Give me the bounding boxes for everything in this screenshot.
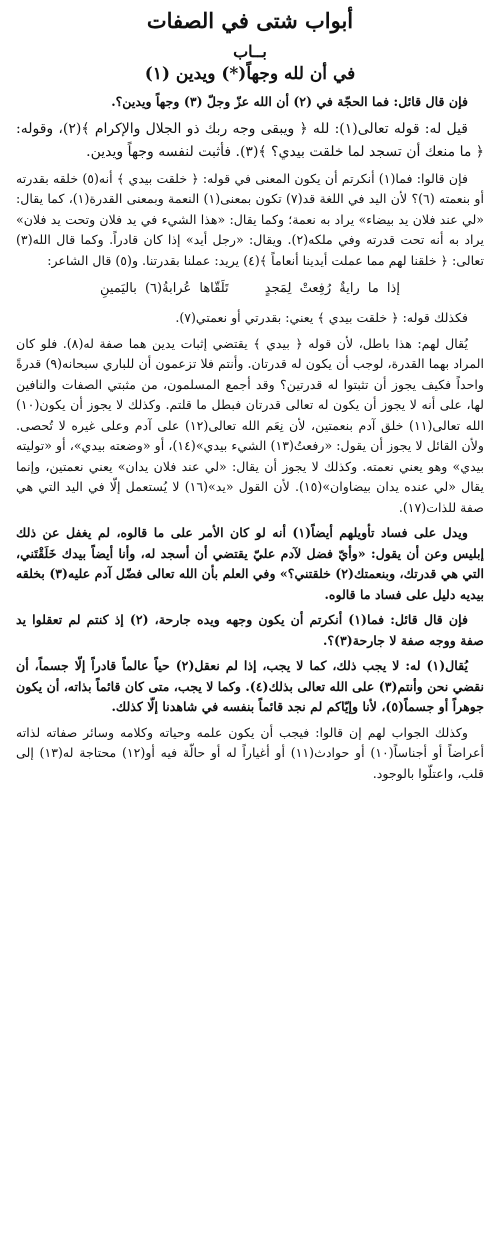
paragraph-conclusion: فكذلك قوله: ﴿ خلقت بيدي ﴾ يعني: بقدرتي أو نعمتي(٧). [175,310,468,325]
section-heading: بــاب [233,42,267,61]
page-title: أبواب شتى في الصفات [146,8,354,33]
paragraph-answer: قيل له: قوله تعالى(١): لله ﴿ ويبقى وجه ربك ذو الجلال والإكرام ﴾(٢)، وقوله: ﴿ ما منعك أن تسجد لما خلقت بيدي؟ ﴾(٣). فأثبت لنفسه وجهاً ويدين. [16,120,484,160]
paragraph-final: وكذلك الجواب لهم إن قالوا: فيجب أن يكون علمه وحياته وكلامه وسائر صفاته لذاته أعراضاً أو أجناساً(١٠) أو حوادث(١١) أو أغياراً له أو حالّة فيه أو(١٢) محتاجة له(١٣) إلى قلب، واعتلّوا بالوجود. [16,724,485,781]
paragraph-refutation: يُقال لهم: هذا باطل، لأن قوله ﴿ بيدي ﴾ يقتضي إثبات يدين هما صفة له(٨). فلو كان المراد بهما القدرة، لوجب أن يكون له قدرتان. وأنتم فلا تزعمون أن للباري سبحانه(٩) قدرةً واحداً فكيف يجوز أن تثبتوا له قدرتين؟ وقد أجمع المسلمون، من مثبتي الصفات والنافين لها، على أنه لا يجوز أن يكون له تعالى قدرتان فبطل ما قلتم. وكذلك لا يجوز أن يكون(١٠) الله تعالى(١١) خلق آدم بنعمتين، لأن نِعَم الله تعالى(١٢) على آدم وعلى غيره لا تُحصى. ولأن القائل لا يجوز أن يقول: «رفعتُ(١٣) الشيء بيدي»(١٤)، أو «وضعته بيدي»، أو «توليته بيدي» وهو يعني نعمته. وكذلك لا يجوز أن يقال: «لي عند فلان يدان» يعني نعمتين، وإنما يقال «لي عنده يدان بيضاوان»(١٥). لأن القول «يد»(١٦) لا يُستعمل إلّا في اليد التي هي صفة للذات(١٧). [16,335,484,515]
section-title: في أن لله وجهاً(*) ويدين (١) [144,64,356,84]
paragraph-question: فإن قال قائل: فما الحجّة في (٢) أن الله عزّ وجلّ (٣) وجهاً ويدين؟. [111,94,468,109]
poetry-verse [16,276,484,302]
paragraph-objection: فإن قالوا: فما(١) أنكرتم أن يكون المعنى في قوله: ﴿ خلقت بيدي ﴾ أنه(٥) خلقه بقدرته أو بنعمته (٦)؟ لأن اليد في اللغة قد(٧) تكون بمعنى(١) النعمة وبمعنى القدرة(١)، كما يقال: «لي عند فلان يد بيضاء» يراد به نعمة؛ وكما يقال: «هذا الشيء في يد فلان وتحت يد فلان» يراد به أنه تحت قدرته وفي ملكه(٢). ويقال: «رجل أيد» إذا كان قادراً. وكما قال الله(٣) تعالى: ﴿ خلقنا لهم مما عملت أيدينا أنعاماً ﴾(٤) يريد: عملنا بقدرتنا. و(٥) قال الشاعر: [16,170,484,268]
paragraph-second-question: فإن قال قائل: فما(١) أنكرتم أن يكون وجهه ويده جارحة، (٢) إذ كنتم لم تعقلوا يد صفة ووجه صفة لا جارحة(٣)؟. [16,612,484,648]
paragraph-iblis-argument: ويدل على فساد تأويلهم أيضاً(١) أنه لو كان الأمر على ما قالوه، لم يغفل عن ذلك إبليس وعن أن يقول: «وأيّ فضل لآدم عليّ يقتضي أن أسجد له، وأنا أيضاً بيدك خَلَقْتَني، التي هي قدرتك، وبنعمتك(٢) خلقتني؟» وفي العلم بأن الله تعالى فضّل آدم عليه(٣) بخلقه بيديه دليل على فساد ما قالوه. [16,525,484,602]
verse-hemistich-2: تَلَقّاها عُرابةُ(٦) باليَمينِ [100,281,229,296]
verse-hemistich-1: إذا ما رايةٌ رُفِعتْ لِمَجدٍ [264,281,400,296]
paragraph-second-answer: يُقال(١) له: لا يجب ذلك، كما لا يجب، إذا لم نعقل(٢) حياً عالماً قادراً إلّا جسماً، أن نقضي نحن وأنتم(٣) على الله تعالى بذلك(٤). وكما لا يجب، متى كان قائماً بذاته، أن يكون جوهراً أو جسماً(٥)، لأنا وإيّاكم لم نجد قائماً بنفسه في شاهدنا إلّا كذلك. [15,658,484,714]
